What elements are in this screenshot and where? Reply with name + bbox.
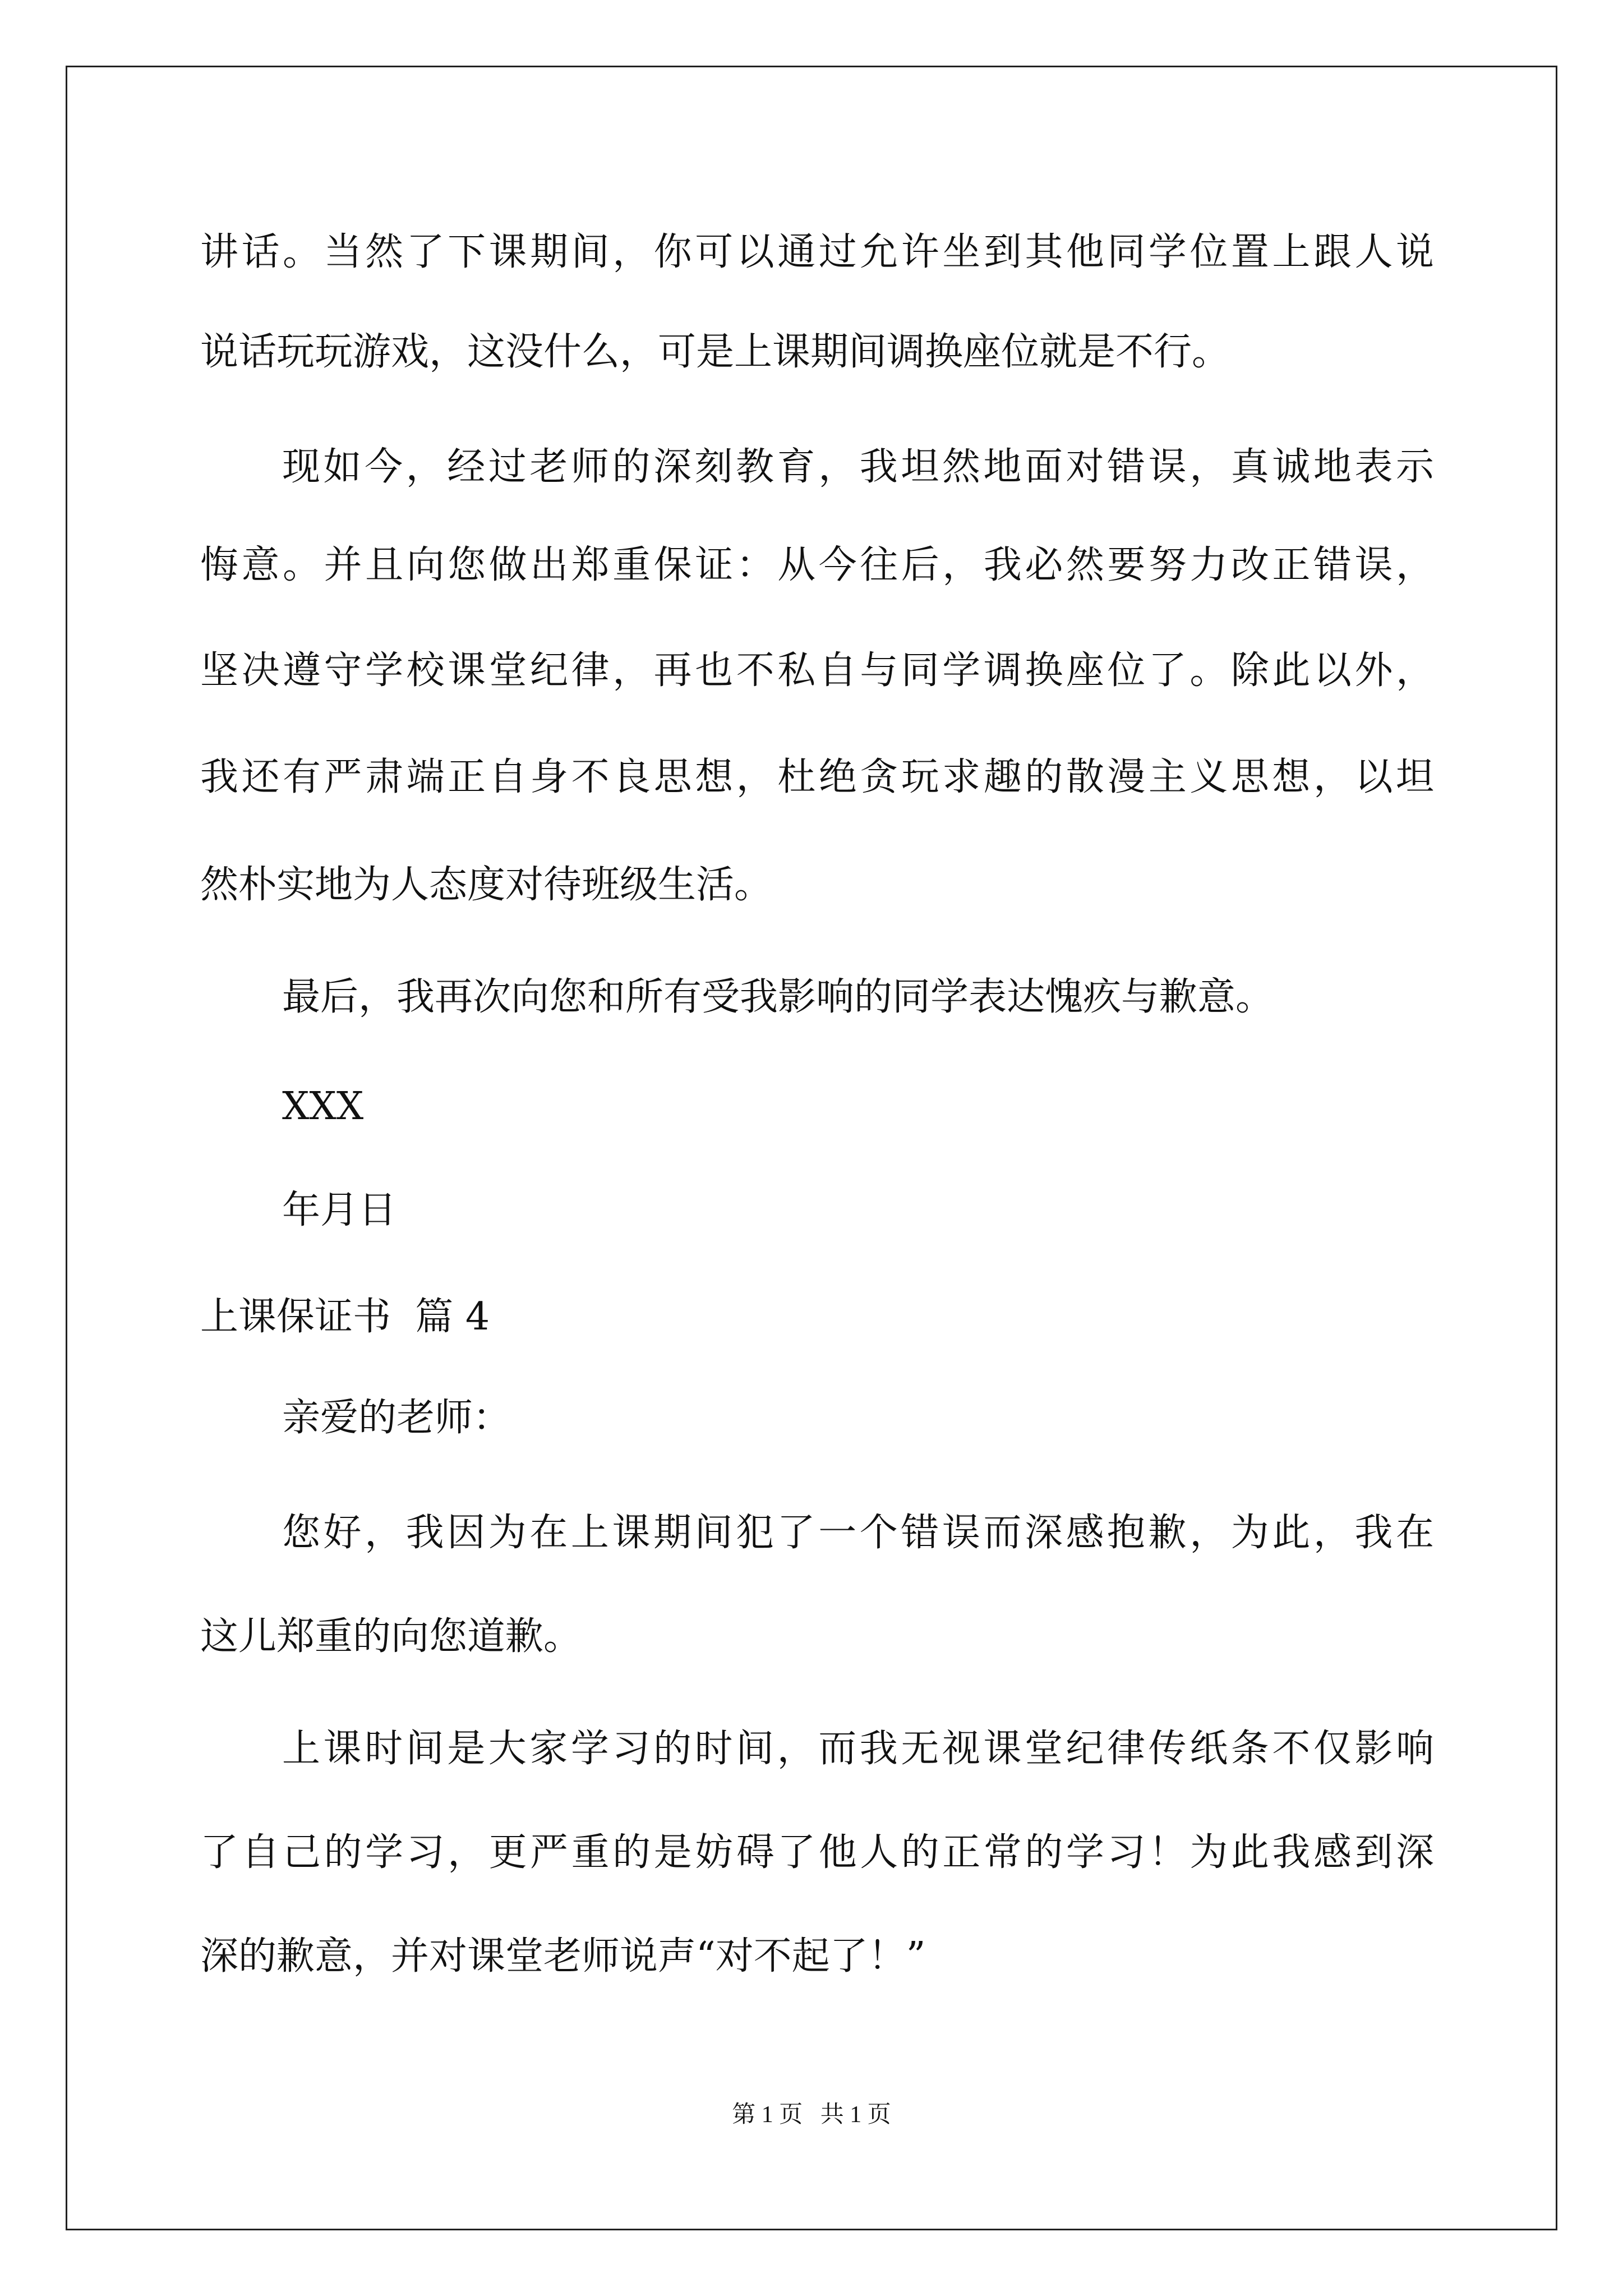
text-line: 现如今，经过老师的深刻教育，我坦然地面对错误，真诚地表示: [282, 445, 1434, 489]
text-line: 讲话。当然了下课期间，你可以通过允许坐到其他同学位置上跟人说: [200, 230, 1434, 274]
text-line: 坚决遵守学校课堂纪律，再也不私自与同学调换座位了。除此以外，: [200, 648, 1434, 693]
signature-name: XXX: [282, 1084, 364, 1129]
text-line: 最后，我再次向您和所有受我影响的同学表达愧疚与歉意。: [282, 975, 1274, 1019]
salutation: 亲爱的老师：: [282, 1396, 511, 1440]
text-line: 深的歉意，并对课堂老师说声“对不起了！”: [200, 1934, 926, 1978]
page-footer: 第 1 页 共 1 页: [732, 2102, 891, 2128]
text-line: 这儿郑重的向您道歉。: [200, 1614, 582, 1659]
signature-date: 年月日: [282, 1188, 397, 1232]
text-line: 说话玩玩游戏，这没什么，可是上课期间调换座位就是不行。: [200, 330, 1230, 374]
text-line: 然朴实地为人态度对待班级生活。: [200, 863, 773, 907]
text-line: 了自己的学习，更严重的是妨碍了他人的正常的学习！为此我感到深: [200, 1830, 1434, 1875]
section-heading: 上课保证书 篇 4: [200, 1295, 490, 1339]
page-border: [66, 66, 1557, 2230]
text-line: 我还有严肃端正自身不良思想，杜绝贪玩求趣的散漫主义思想，以坦: [200, 755, 1434, 799]
text-line: 您好，我因为在上课期间犯了一个错误而深感抱歉，为此，我在: [282, 1511, 1434, 1555]
text-line: 上课时间是大家学习的时间，而我无视课堂纪律传纸条不仅影响: [282, 1727, 1434, 1771]
text-line: 悔意。并且向您做出郑重保证：从今往后，我必然要努力改正错误，: [200, 543, 1434, 587]
